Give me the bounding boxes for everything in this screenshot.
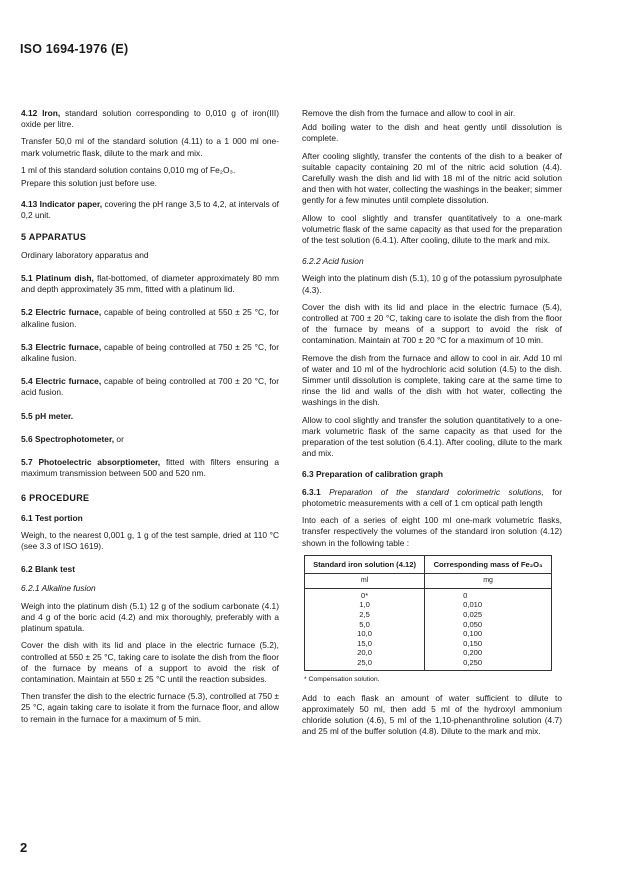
clause-number: 5.7 Photoelectric absorptiometer, bbox=[21, 457, 161, 468]
section-heading: 5 APPARATUS bbox=[21, 231, 87, 242]
paragraph: Allow to cool slightly and transfer quantitatively to a one-mark volumetric flask of the same capacity as that used for the preparation of the test solution (6.4.1). After cooling, dilute to the mark and mix. bbox=[302, 212, 562, 246]
paragraph: Add to each flask an amount of water sufficient to dilute to approximately 50 ml, then add 5 ml of the hydroxyl ammonium chloride solution (4.6), 5 ml of the 1,10-phenanthroline solution (4.7) and 25 ml of the buffer solution (4.8). Dilute to the mark and mix. bbox=[302, 692, 562, 737]
table-unit: mg bbox=[425, 574, 552, 589]
volume-cell: 1,0 bbox=[305, 600, 425, 610]
left-column bbox=[21, 108, 279, 731]
paragraph: Weigh, to the nearest 0,001 g, 1 g of the test sample, dried at 110 °C (see 3.3 of ISO 1619). bbox=[21, 529, 279, 552]
paragraph: Prepare this solution just before use. bbox=[21, 178, 157, 189]
mass-cell: 0,050 bbox=[425, 620, 552, 630]
paragraph: Allow to cool slightly and transfer the solution quantitatively to a one-mark volumetric flask of the same capacity as that used for the preparation of the test solution (6.4.1). After cooling, dilute to the mark and mix. bbox=[302, 414, 562, 459]
paragraph: Cover the dish with its lid and place in the electric furnace (5.4), controlled at 700 ± 20 °C, taking care to isolate the dish from the floor of the furnace by means of a support to avoid the risk of contamination. Maintain at 700 ± 20 °C for a maximum of 10 min. bbox=[302, 301, 562, 346]
subsection-heading: 6.2 Blank test bbox=[21, 564, 75, 575]
paragraph: Add boiling water to the dish and heat gently until dissolution is complete. bbox=[302, 122, 562, 144]
volume-cell: 0* bbox=[305, 588, 425, 600]
paragraph: Cover the dish with its lid and place in the electric furnace (5.2), controlled at 550 ± 25 °C, taking care to isolate the dish from the floor of the furnace by means of a support to avoid the risk of contamination. Maintain at 550 ± 25 °C until the reaction subsides. bbox=[21, 640, 279, 684]
mass-cell: 0,025 bbox=[425, 610, 552, 620]
clause-text: fitted with filters ensuring a maximum transmission between 500 and 520 nm. bbox=[21, 457, 280, 479]
table-row bbox=[305, 648, 552, 658]
paragraph: After cooling slightly, transfer the contents of the dish to a beaker of suitable capacity containing 20 ml of the nitric acid solution (4.4). Carefully wash the dish and lid with 18 ml of the nitric acid solution and then with hot water, collecting the washings in the beaker; simmer gently for a few minutes until complete dissolution. bbox=[302, 150, 562, 206]
clause-5-1 bbox=[21, 273, 279, 295]
mass-cell: 0,010 bbox=[425, 600, 552, 610]
clause-number: 5.6 Spectrophotometer, bbox=[21, 433, 115, 444]
volume-cell: 25,0 bbox=[305, 658, 425, 670]
clause-number: 4.12 Iron, bbox=[21, 108, 61, 118]
subsubsection-heading: 6.2.2 Acid fusion bbox=[302, 256, 364, 267]
table-header: Corresponding mass of Fe₂O₃ bbox=[425, 555, 552, 574]
paragraph: Transfer 50,0 ml of the standard solution (4.11) to a 1 000 ml one-mark volumetric flask, dilute to the mark and mix. bbox=[21, 136, 279, 158]
clause-title: Preparation of the standard colorimetric solutions, bbox=[329, 486, 544, 497]
mass-cell: 0,200 bbox=[425, 648, 552, 658]
clause-number: 5.2 Electric furnace, bbox=[21, 307, 102, 318]
clause-5-5: 5.5 pH meter. bbox=[21, 410, 74, 421]
clause-5-4 bbox=[21, 376, 279, 398]
paragraph: Into each of a series of eight 100 ml one-mark volumetric flasks, transfer respectively the volumes of the standard iron solution (4.12) shown in the following table : bbox=[302, 515, 562, 548]
table-header: Standard iron solution (4.12) bbox=[305, 555, 425, 574]
clause-text: capable of being controlled at 750 ± 25 °C, for alkaline fusion. bbox=[21, 341, 280, 364]
clause-text: standard solution corresponding to 0,010 g of iron(III) oxide per litre. bbox=[21, 108, 280, 130]
iron-standard-table bbox=[304, 555, 552, 671]
paragraph: 1 ml of this standard solution contains 0,010 mg of Fe₂O₃. bbox=[21, 164, 236, 175]
table-row bbox=[305, 610, 552, 620]
document-header: ISO 1694-1976 (E) bbox=[20, 42, 129, 56]
clause-6-3-1 bbox=[302, 487, 562, 509]
clause-number: 5.1 Platinum dish, bbox=[21, 273, 94, 284]
paragraph: Then transfer the dish to the electric furnace (5.3), controlled at 750 ± 25 °C, again taking care to isolate it from the furnace floor, and allow to remain in the furnace for a maximum of 5 min. bbox=[21, 691, 279, 724]
clause-4-12 bbox=[21, 108, 279, 130]
volume-cell: 20,0 bbox=[305, 648, 425, 658]
volume-cell: 15,0 bbox=[305, 639, 425, 649]
clause-5-3 bbox=[21, 342, 279, 364]
section-heading: 6 PROCEDURE bbox=[21, 493, 90, 504]
subsubsection-heading: 6.2.1 Alkaline fusion bbox=[21, 583, 96, 594]
mass-cell: 0 bbox=[425, 588, 552, 600]
clause-number: 4.13 Indicator paper, bbox=[21, 199, 103, 210]
clause-text: for photometric measurements with a cell of 1 cm optical path length bbox=[302, 486, 563, 508]
table-row bbox=[305, 620, 552, 630]
subsection-heading: 6.3 Preparation of calibration graph bbox=[302, 469, 444, 480]
clause-number: 5.3 Electric furnace, bbox=[21, 341, 102, 352]
subsection-heading: 6.1 Test portion bbox=[21, 512, 83, 523]
volume-cell: 10,0 bbox=[305, 629, 425, 639]
clause-4-13 bbox=[21, 199, 279, 221]
paragraph: Weigh into the platinum dish (5.1) 12 g of the sodium carbonate (4.1) and 4 g of the boric acid (4.2) and mix thoroughly, preferably with a platinum spatula. bbox=[21, 600, 279, 634]
paragraph: Remove the dish from the furnace and allow to cool in air. bbox=[302, 108, 516, 118]
clause-5-6 bbox=[21, 434, 279, 445]
clause-text: covering the pH range 3,5 to 4,2, at intervals of 0,2 unit. bbox=[21, 199, 279, 221]
clause-text: capable of being controlled at 550 ± 25 °C, for alkaline fusion. bbox=[21, 307, 280, 329]
clause-5-7 bbox=[21, 457, 279, 479]
table-row bbox=[305, 629, 552, 639]
clause-number: 6.3.1 bbox=[302, 486, 321, 497]
paragraph: Remove the dish from the furnace and allow to cool in air. Add 10 ml of water and 10 ml of the hydrochloric acid solution (4.5) to the dish. Simmer until dissolution is complete, taking care at the same time to rinse the lid and walls of the dish with hot water, collecting the washings in the dish. bbox=[302, 352, 562, 408]
table-row bbox=[305, 600, 552, 610]
table-row bbox=[305, 639, 552, 649]
volume-cell: 2,5 bbox=[305, 610, 425, 620]
table-row bbox=[305, 588, 552, 600]
clause-number: 5.4 Electric furnace, bbox=[21, 376, 102, 387]
right-column bbox=[302, 108, 562, 744]
paragraph: Weigh into the platinum dish (5.1), 10 g of the potassium pyrosulphate (4.3). bbox=[302, 273, 562, 295]
mass-cell: 0,150 bbox=[425, 639, 552, 649]
volume-cell: 5,0 bbox=[305, 620, 425, 630]
mass-cell: 0,100 bbox=[425, 629, 552, 639]
paragraph: Ordinary laboratory apparatus and bbox=[21, 249, 149, 260]
clause-text: capable of being controlled at 700 ± 20 °C, for acid fusion. bbox=[21, 376, 280, 398]
table-footnote: * Compensation solution. bbox=[304, 675, 380, 683]
page-number: 2 bbox=[20, 840, 28, 855]
clause-5-2 bbox=[21, 307, 279, 329]
table-unit: ml bbox=[305, 574, 425, 589]
clause-text: or bbox=[116, 433, 124, 444]
mass-cell: 0,250 bbox=[425, 658, 552, 670]
clause-text: flat-bottomed, of diameter approximately 80 mm and depth approximately 35 mm, fitted with a platinum lid. bbox=[21, 273, 279, 295]
table-row bbox=[305, 658, 552, 670]
